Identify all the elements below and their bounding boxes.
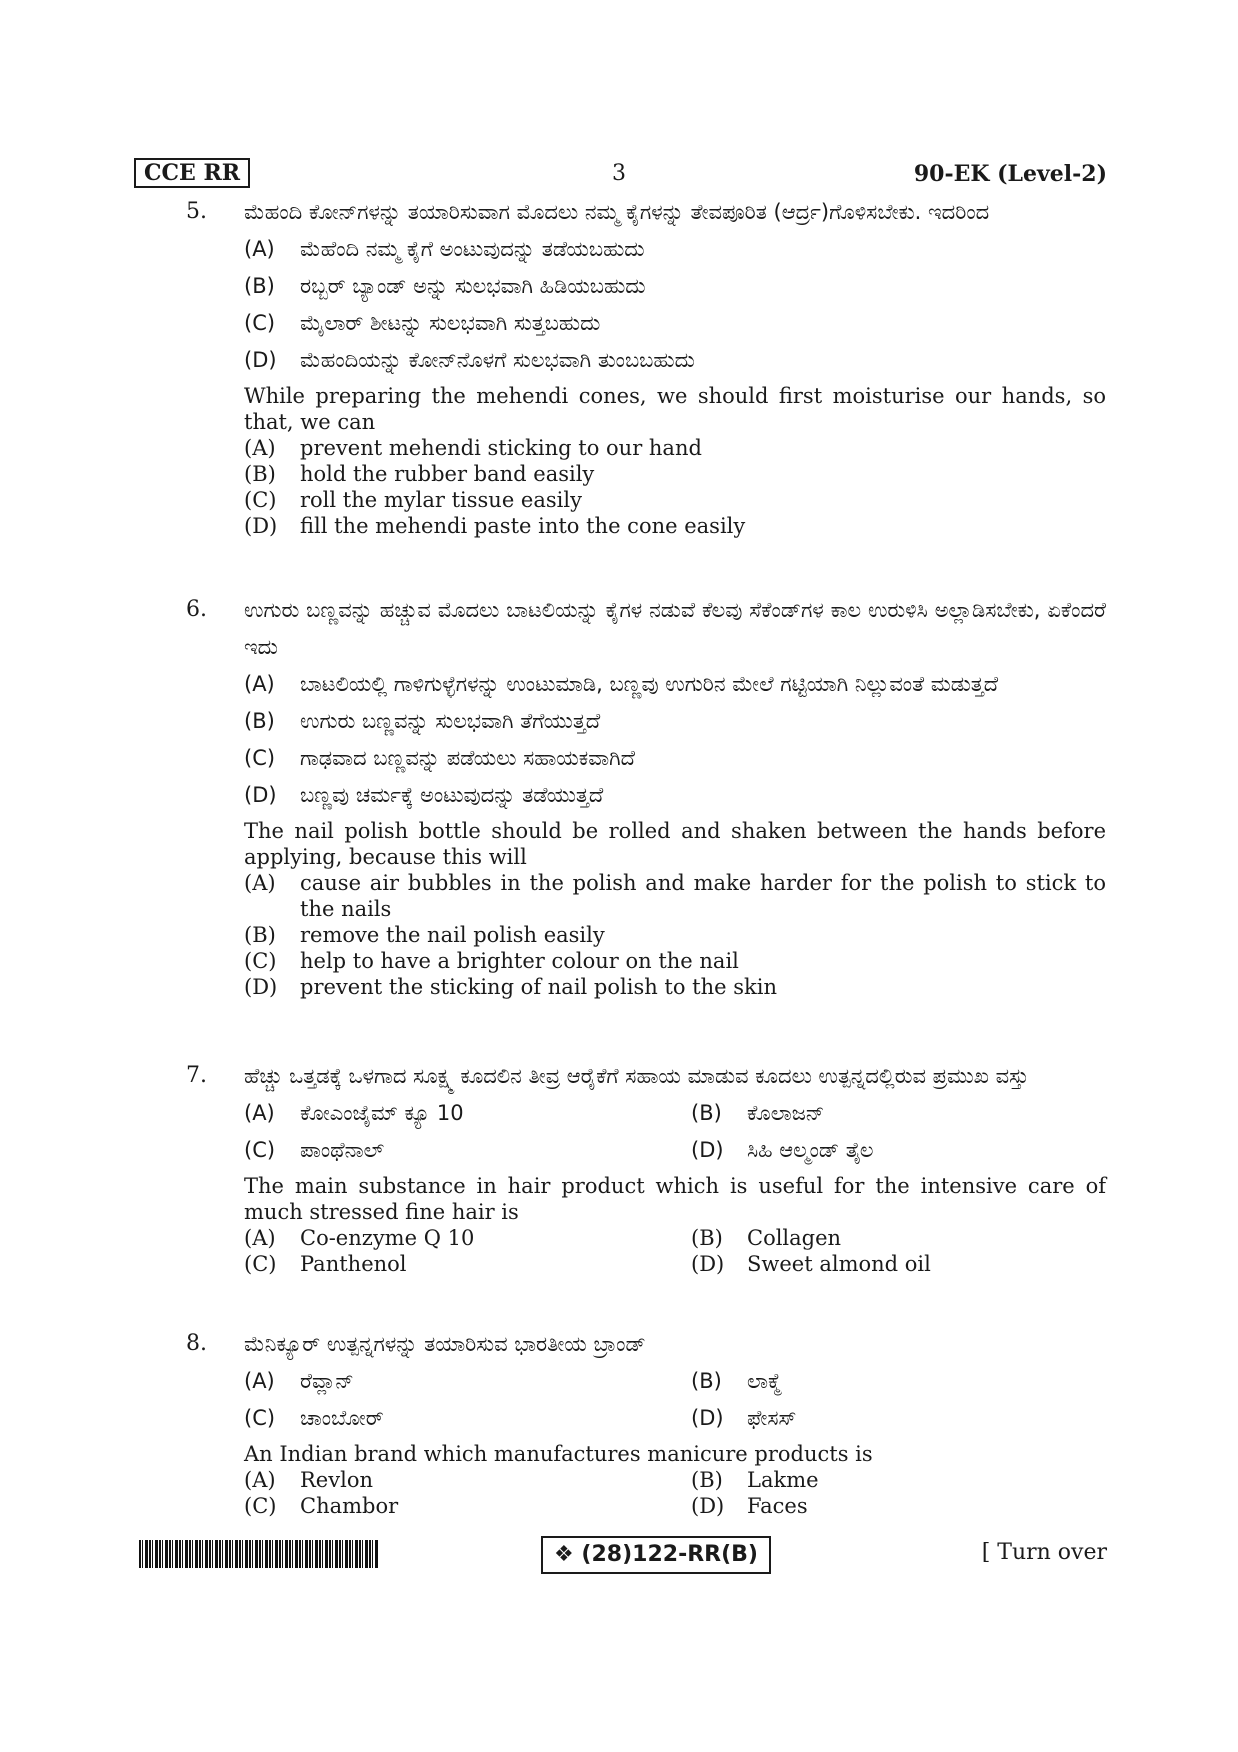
turn-over-note: [ Turn over — [981, 1540, 1107, 1565]
diamond-icon: ❖ — [554, 1542, 574, 1567]
kannada-options-grid — [244, 1363, 1106, 1437]
paper-code: 90-EK (Level-2) — [913, 161, 1107, 187]
kannada-option — [244, 231, 1106, 268]
english-stem: The main substance in hair product which is useful for the intensive care of much stressed fine hair is — [244, 1174, 1106, 1224]
option-text: Chambor — [300, 1494, 399, 1518]
kannada-stem: ಉಗುರು ಬಣ್ಣವನ್ನು ಹಚ್ಚುವ ಮೊದಲು ಬಾಟಲಿಯನ್ನು ಕೈಗಳ ನಡುವೆ ಕೆಲವು ಸೆಕೆಂಡ್‌ಗಳ ಕಾಲ ಉರುಳಿಸಿ ಅಲ್ಲಾಡಿಸಬೇಕು, ಏಕೆಂದರೆ ಇದು — [244, 598, 1106, 659]
option-text: Panthenol — [300, 1252, 407, 1276]
option-label: (B) — [691, 1468, 723, 1492]
kannada-stem: ಮೆನಿಕ್ಯೂರ್ ಉತ್ಪನ್ನಗಳನ್ನು ತಯಾರಿಸುವ ಭಾರತೀಯ ಬ್ರಾಂಡ್ — [244, 1332, 646, 1356]
booklet-code-box — [541, 1536, 771, 1574]
option-text: ಉಗುರು ಬಣ್ಣವನ್ನು ಸುಲಭವಾಗಿ ತೆಗೆಯುತ್ತದೆ — [300, 709, 601, 733]
question-6 — [186, 592, 1106, 1000]
kannada-option — [691, 1132, 1106, 1169]
english-option — [244, 1225, 691, 1251]
option-label: (D) — [244, 514, 278, 538]
option-label: (A) — [244, 871, 276, 895]
option-text: ಬಣ್ಣವು ಚರ್ಮಕ್ಕೆ ಅಂಟುವುದನ್ನು ತಡೆಯುತ್ತದೆ — [300, 783, 604, 807]
english-stem: The nail polish bottle should be rolled and shaken between the hands before applying, because this will — [244, 819, 1106, 869]
option-text: ಸಿಹಿ ಆಲ್ಮಂಡ್ ತೈಲ — [747, 1138, 874, 1162]
english-option — [244, 435, 1106, 461]
option-label: (D) — [244, 975, 278, 999]
option-label: (B) — [691, 1226, 723, 1250]
kannada-option — [244, 1132, 691, 1169]
english-option — [691, 1225, 1106, 1251]
english-option — [244, 870, 1106, 922]
option-label: (C) — [244, 1494, 277, 1518]
question-number: 5. — [186, 199, 207, 224]
option-label: (B) — [691, 1101, 722, 1125]
kannada-stem: ಹೆಚ್ಚು ಒತ್ತಡಕ್ಕೆ ಒಳಗಾದ ಸೂಕ್ಷ್ಮ ಕೂದಲಿನ ತೀವ್ರ ಆರೈಕೆಗೆ ಸಹಾಯ ಮಾಡುವ ಕೂದಲು ಉತ್ಪನ್ನದಲ್ಲಿರುವ ಪ್ರಮುಖ ವಸ್ತು — [244, 1064, 1029, 1088]
question-7 — [186, 1058, 1106, 1277]
english-option — [244, 922, 1106, 948]
option-label: (D) — [691, 1252, 725, 1276]
english-option — [244, 513, 1106, 539]
kannada-option — [691, 1095, 1106, 1132]
english-option — [244, 487, 1106, 513]
option-label: (B) — [244, 923, 276, 947]
kannada-option — [244, 1400, 691, 1437]
option-label: (D) — [244, 783, 277, 807]
question-number: 7. — [186, 1063, 207, 1088]
english-options-grid — [244, 1225, 1106, 1277]
option-text: cause air bubbles in the polish and make harder for the polish to stick to the nails — [300, 871, 1106, 921]
option-text: fill the mehendi paste into the cone easily — [300, 514, 746, 538]
kannada-stem: ಮೆಹಂದಿ ಕೋನ್‌ಗಳನ್ನು ತಯಾರಿಸುವಾಗ ಮೊದಲು ನಮ್ಮ ಕೈಗಳನ್ನು ತೇವಪೂರಿತ (ಆರ್ದ್ರ)ಗೊಳಿಸಬೇಕು. ಇದರಿಂದ — [244, 200, 990, 224]
english-option — [244, 948, 1106, 974]
english-option — [244, 1493, 691, 1519]
option-text: ಕೊಲಾಜನ್ — [747, 1101, 825, 1125]
option-label: (A) — [244, 1101, 275, 1125]
option-text: ರಬ್ಬರ್ ಬ್ಯಾಂಡ್ ಅನ್ನು ಸುಲಭವಾಗಿ ಹಿಡಿಯಬಹುದು — [300, 274, 646, 298]
option-label: (D) — [244, 348, 277, 372]
option-text: prevent the sticking of nail polish to the skin — [300, 975, 777, 999]
question-8 — [186, 1326, 1106, 1519]
option-text: ಮೆಹೆಂದಿ ನಮ್ಮ ಕೈಗೆ ಅಂಟುವುದನ್ನು ತಡೆಯಬಹುದು — [300, 237, 645, 261]
option-label: (A) — [244, 1369, 275, 1393]
option-label: (A) — [244, 1468, 276, 1492]
kannada-option — [244, 740, 1106, 777]
option-text: ಗಾಢವಾದ ಬಣ್ಣವನ್ನು ಪಡೆಯಲು ಸಹಾಯಕವಾಗಿದೆ — [300, 746, 636, 770]
question-5 — [186, 194, 1106, 539]
option-label: (B) — [244, 274, 275, 298]
option-label: (D) — [691, 1138, 724, 1162]
page-footer — [0, 1536, 1238, 1576]
option-text: ಮೈಲಾರ್ ಶೀಟನ್ನು ಸುಲಭವಾಗಿ ಸುತ್ತಬಹುದು — [300, 311, 601, 335]
option-text: ಫೇಸಸ್ — [747, 1406, 797, 1430]
option-label: (C) — [244, 1406, 276, 1430]
english-option — [244, 461, 1106, 487]
option-text: Collagen — [747, 1226, 842, 1250]
option-label: (D) — [691, 1406, 724, 1430]
question-number: 6. — [186, 597, 207, 622]
option-text: ಬಾಟಲಿಯಲ್ಲಿ ಗಾಳಿಗುಳ್ಳೆಗಳನ್ನು ಉಂಟುಮಾಡಿ, ಬಣ್ಣವು ಉಗುರಿನ ಮೇಲೆ ಗಟ್ಟಿಯಾಗಿ ನಿಲ್ಲುವಂತೆ ಮಡುತ್ತದೆ — [300, 672, 999, 696]
option-label: (C) — [244, 1252, 277, 1276]
kannada-option — [691, 1363, 1106, 1400]
kannada-option — [244, 777, 1106, 814]
kannada-option — [244, 1095, 691, 1132]
option-text: ಲಾಕ್ಮೆ — [747, 1369, 782, 1393]
question-number: 8. — [186, 1331, 207, 1356]
english-option — [691, 1467, 1106, 1493]
option-text: ಚಾಂಬೋರ್ — [300, 1406, 384, 1430]
english-option — [244, 1467, 691, 1493]
barcode — [139, 1540, 379, 1568]
option-label: (B) — [244, 709, 275, 733]
kannada-option — [244, 268, 1106, 305]
option-label: (A) — [244, 237, 275, 261]
option-label: (C) — [244, 949, 277, 973]
kannada-option — [244, 1363, 691, 1400]
header-code-box: CCE RR — [134, 158, 250, 188]
option-label: (B) — [244, 462, 276, 486]
option-text: prevent mehendi sticking to our hand — [300, 436, 702, 460]
english-option — [244, 974, 1106, 1000]
option-text: ರೆವ್ಲಾನ್ — [300, 1369, 354, 1393]
option-text: Co-enzyme Q 10 — [300, 1226, 475, 1250]
english-options-grid — [244, 1467, 1106, 1519]
page-number: 3 — [612, 161, 626, 186]
english-stem: While preparing the mehendi cones, we should first moisturise our hands, so that, we can — [244, 384, 1106, 434]
kannada-option — [244, 305, 1106, 342]
option-label: (A) — [244, 672, 275, 696]
option-label: (B) — [691, 1369, 722, 1393]
option-label: (A) — [244, 1226, 276, 1250]
option-text: ಪಾಂಥೆನಾಲ್ — [300, 1138, 385, 1162]
english-option — [691, 1493, 1106, 1519]
option-label: (C) — [244, 1138, 276, 1162]
kannada-option — [244, 703, 1106, 740]
option-text: roll the mylar tissue easily — [300, 488, 582, 512]
option-label: (C) — [244, 746, 276, 770]
option-text: remove the nail polish easily — [300, 923, 605, 947]
option-label: (A) — [244, 436, 276, 460]
kannada-option — [244, 342, 1106, 379]
option-text: hold the rubber band easily — [300, 462, 595, 486]
kannada-options-grid — [244, 1095, 1106, 1169]
option-text: Revlon — [300, 1468, 373, 1492]
english-stem: An Indian brand which manufactures manicure products is — [244, 1442, 873, 1466]
option-text: Sweet almond oil — [747, 1252, 931, 1276]
option-text: help to have a brighter colour on the nail — [300, 949, 739, 973]
english-option — [691, 1251, 1106, 1277]
option-label: (D) — [691, 1494, 725, 1518]
option-text: ಕೋಎಂಜೈಮ್ ಕ್ಯೂ 10 — [300, 1101, 464, 1125]
option-text: ಮೆಹಂದಿಯನ್ನು ಕೋನ್‌ನೊಳಗೆ ಸುಲಭವಾಗಿ ತುಂಬಬಹುದು — [300, 348, 695, 372]
option-text: Lakme — [747, 1468, 819, 1492]
booklet-code: (28)122-RR(B) — [581, 1542, 758, 1567]
kannada-option — [691, 1400, 1106, 1437]
option-label: (C) — [244, 311, 276, 335]
option-text: Faces — [747, 1494, 808, 1518]
kannada-option — [244, 666, 1106, 703]
option-label: (C) — [244, 488, 277, 512]
english-option — [244, 1251, 691, 1277]
